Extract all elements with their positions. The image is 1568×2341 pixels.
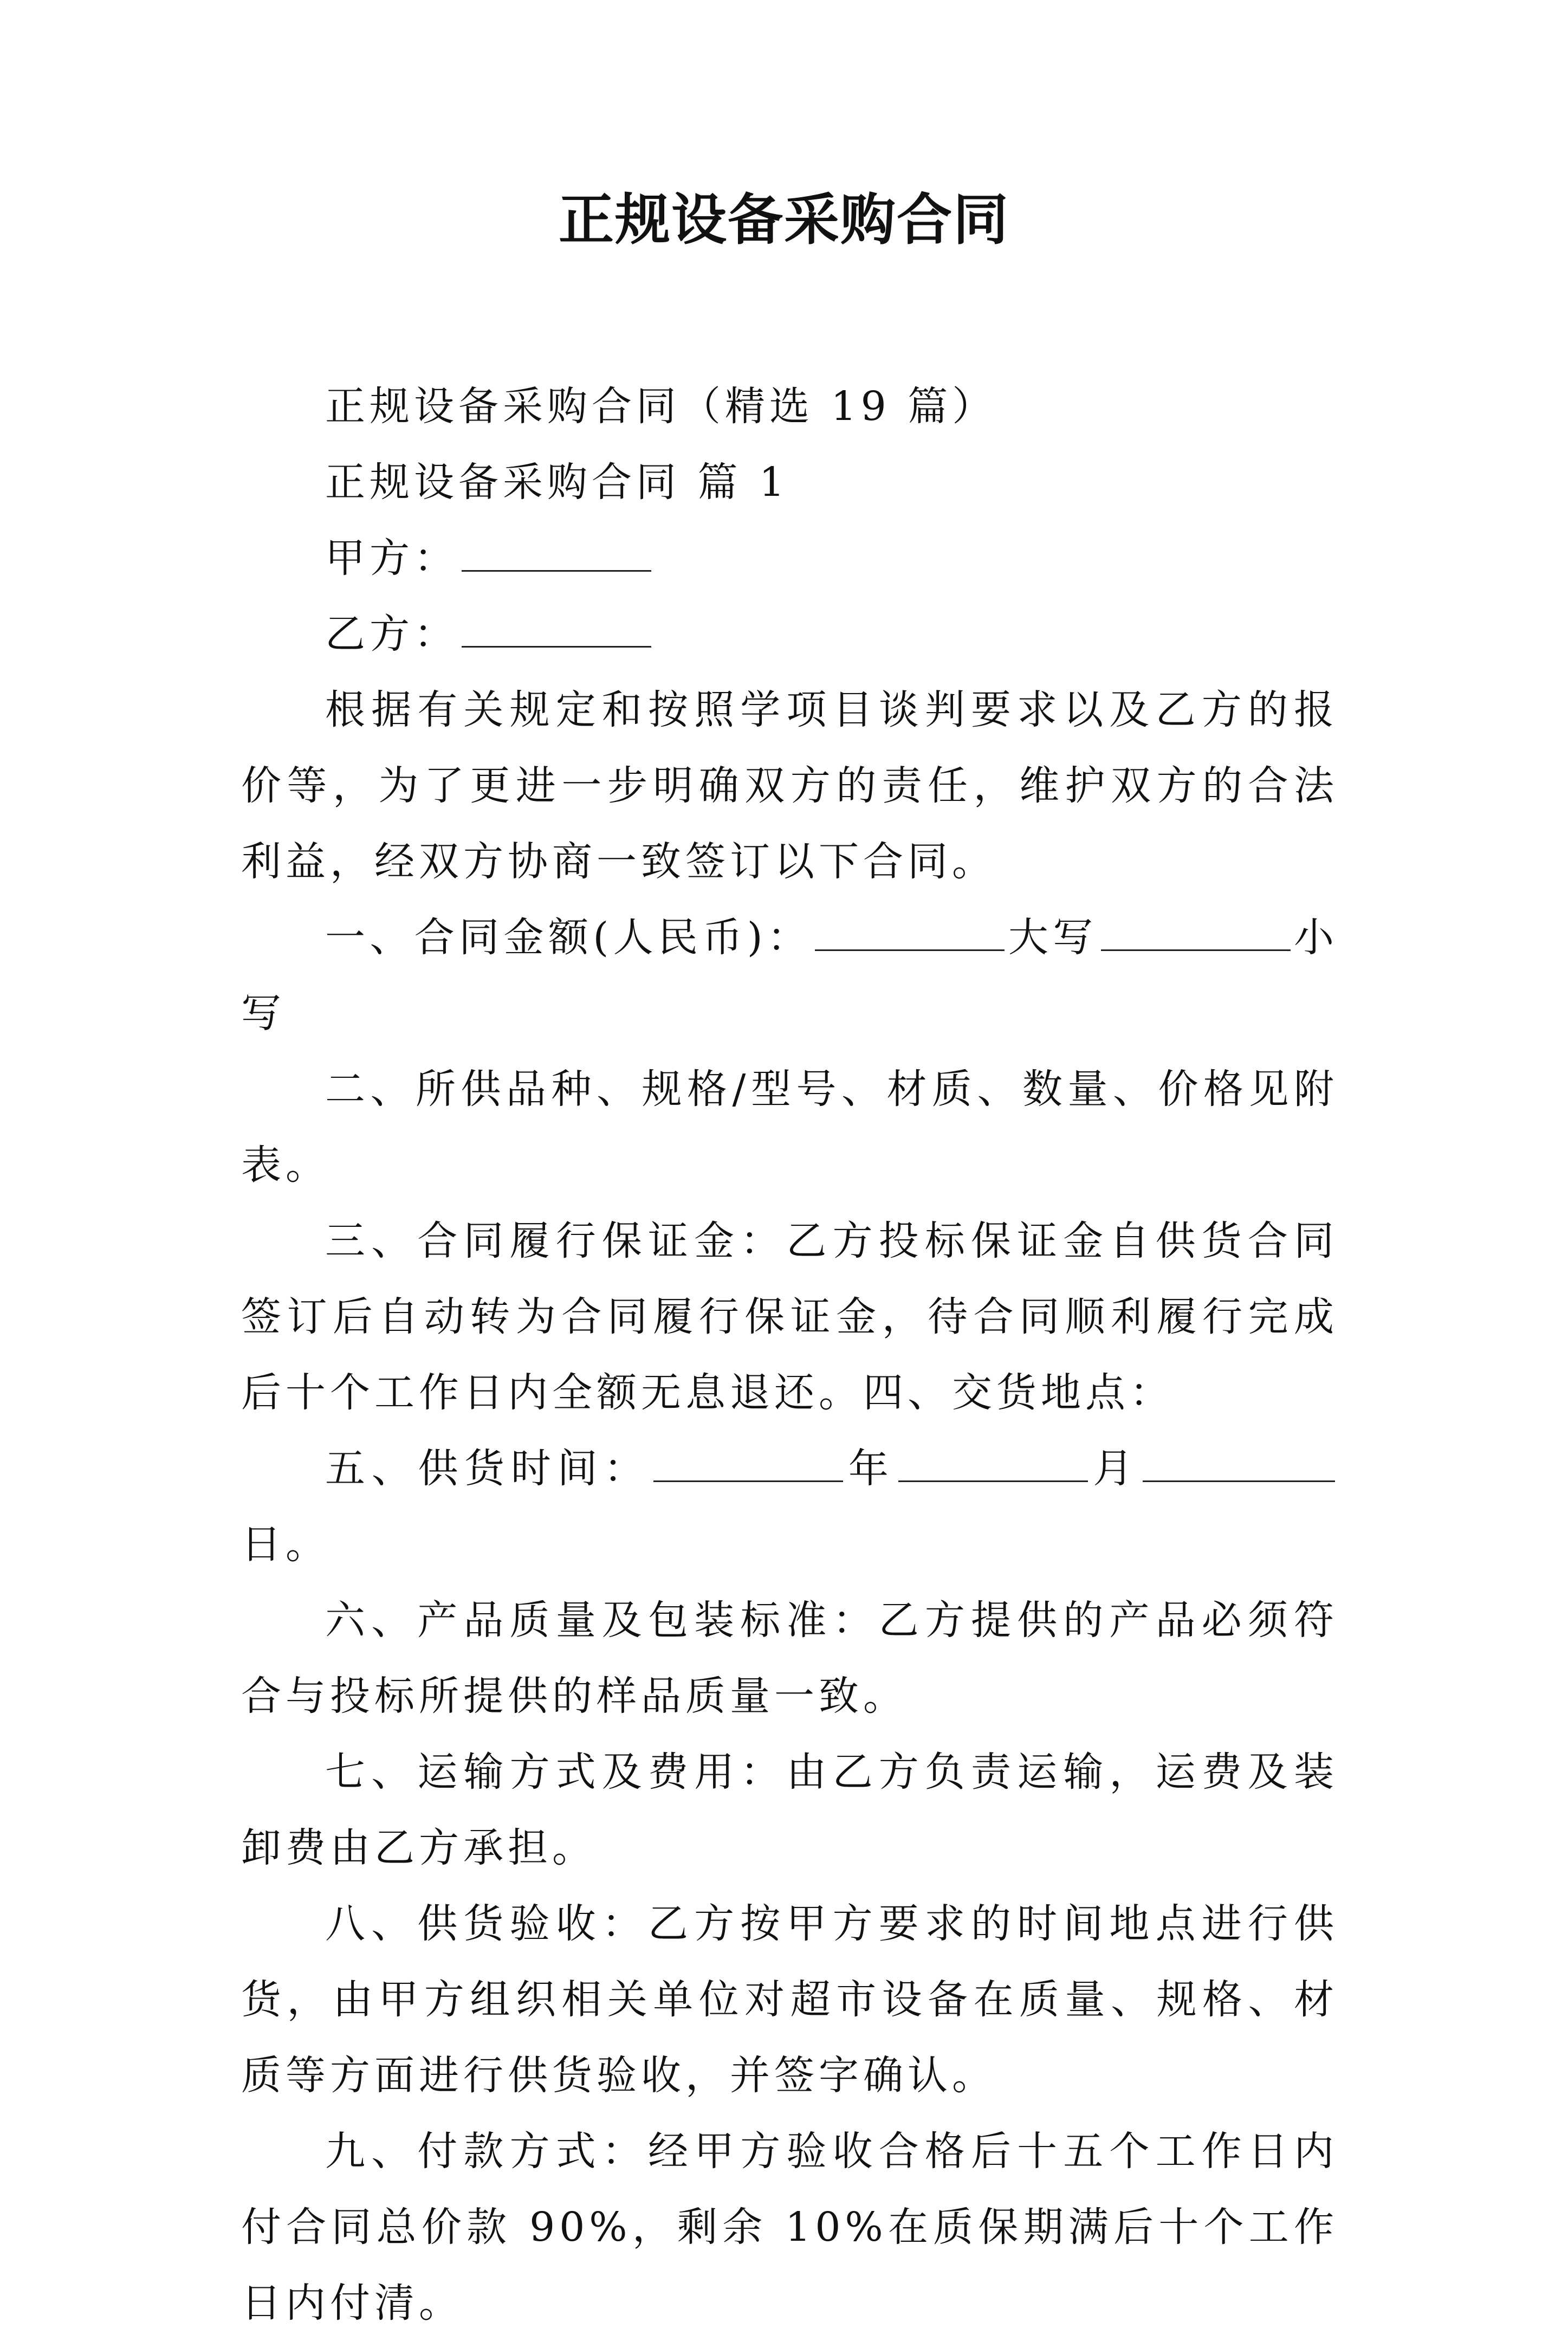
amount-lowercase-label: 小写 (241, 914, 1338, 1037)
delivery-time-label: 五、供货时间： (325, 1445, 651, 1492)
intro-paragraph: 根据有关规定和按照学项目谈判要求以及乙方的报价等，为了更进一步明确双方的责任，维护双方的合法利益，经双方协商一致签订以下合同。 (241, 687, 1338, 885)
party-b-blank (462, 608, 651, 648)
month-label: 月 (1091, 1445, 1140, 1492)
document-body (241, 368, 1338, 2341)
subtitle-paragraph: 正规设备采购合同（精选 19 篇） (325, 383, 997, 430)
document-title: 正规设备采购合同 (559, 187, 1009, 253)
contract-amount-line (241, 900, 1338, 1051)
amount-uppercase-blank (1101, 911, 1291, 951)
year-blank (653, 1443, 843, 1482)
amount-uppercase-label: 大写 (1008, 914, 1098, 961)
delivery-time-line (241, 1431, 1338, 1582)
transport-paragraph: 七、运输方式及费用：由乙方负责运输，运费及装卸费由乙方承担。 (241, 1749, 1338, 1871)
party-a-line (241, 520, 1338, 596)
amount-label: 一、合同金额(人民币)： (325, 914, 812, 961)
party-a-blank (462, 532, 651, 572)
party-a-label: 甲方： (325, 535, 458, 581)
deposit-paragraph: 三、合同履行保证金：乙方投标保证金自供货合同签订后自动转为合同履行保证金，待合同顺利履行完成后十个工作日内全额无息退还。四、交货地点： (241, 1218, 1338, 1416)
day-label: 日。 (241, 1521, 330, 1568)
party-b-label: 乙方： (325, 611, 458, 657)
amount-blank (815, 911, 1005, 951)
quality-paragraph: 六、产品质量及包装标准：乙方提供的产品必须符合与投标所提供的样品质量一致。 (241, 1597, 1338, 1719)
day-blank (1143, 1443, 1335, 1482)
year-label: 年 (846, 1445, 895, 1492)
payment-paragraph: 九、付款方式：经甲方验收合格后十五个工作日内付合同总价款 90%，剩余 10%在质保期满后十个工作日内付清。 (241, 2128, 1338, 2326)
acceptance-paragraph: 八、供货验收：乙方按甲方要求的时间地点进行供货，由甲方组织相关单位对超市设备在质量、规格、材质等方面进行供货验收，并签字确认。 (241, 1900, 1338, 2099)
specs-paragraph: 二、所供品种、规格/型号、材质、数量、价格见附表。 (241, 1066, 1338, 1188)
month-blank (898, 1443, 1088, 1482)
section-heading: 正规设备采购合同 篇 1 (325, 459, 789, 506)
party-b-line (241, 596, 1338, 672)
